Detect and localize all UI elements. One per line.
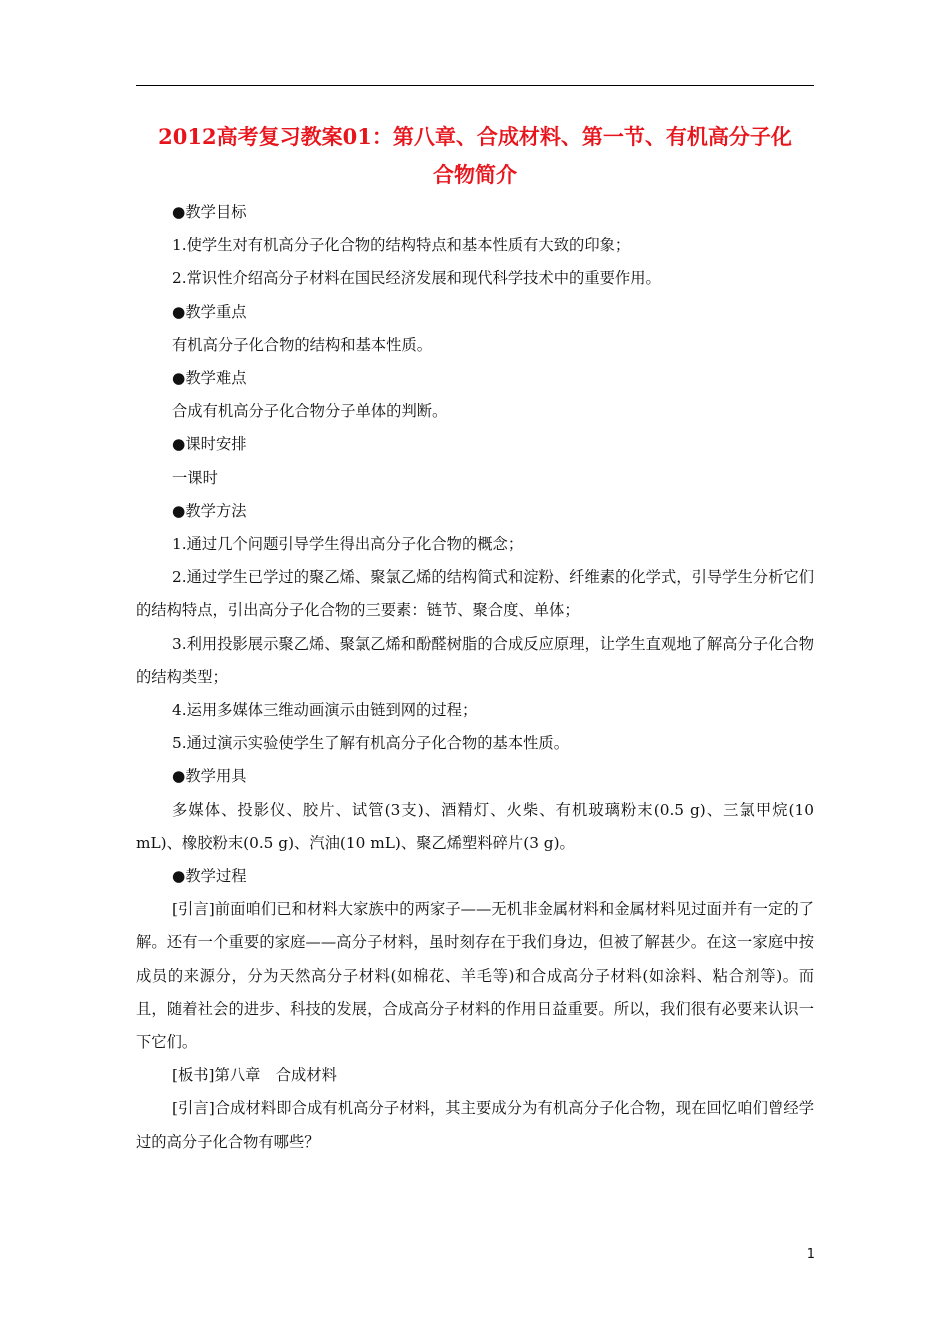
heading-schedule: ●课时安排: [172, 435, 247, 454]
heading-difficulties: ●教学难点: [172, 369, 247, 388]
board-note: [板书]第八章 合成材料: [172, 1066, 337, 1085]
schedule-text: 一课时: [172, 468, 218, 487]
method-item-3: 3.利用投影展示聚乙烯、聚氯乙烯和酚醛树脂的合成反应原理，让学生直观地了解高分子化合物的结构类型；: [136, 634, 814, 686]
title-line-2: 合物简介: [433, 162, 517, 187]
intro-paragraph-2: [引言]合成材料即合成有机高分子材料，其主要成分为有机高分子化合物，现在回忆咱们曾经学过的高分子化合物有哪些？: [136, 1099, 814, 1151]
goal-item-2: 2.常识性介绍高分子材料在国民经济发展和现代科学技术中的重要作用。: [172, 269, 661, 288]
method-item-1: 1.通过几个问题引导学生得出高分子化合物的概念；: [172, 535, 524, 554]
key-points-text: 有机高分子化合物的结构和基本性质。: [172, 335, 433, 354]
goal-item-1: 1.使学生对有机高分子化合物的结构特点和基本性质有大致的印象；: [172, 236, 631, 255]
tools-text: 多媒体、投影仪、胶片、试管(3支)、酒精灯、火柴、有机玻璃粉末(0.5 g)、三氯甲烷(10 mL)、橡胶粉末(0.5 g)、汽油(10 mL)、聚乙烯塑料碎片(3 g)。: [136, 800, 814, 852]
heading-tools: ●教学用具: [172, 767, 247, 786]
heading-process: ●教学过程: [172, 867, 247, 886]
heading-teaching-goals: ●教学目标: [172, 203, 247, 221]
header-rule: [136, 85, 814, 86]
method-item-4: 4.运用多媒体三维动画演示由链到网的过程；: [172, 701, 478, 720]
intro-paragraph: [引言]前面咱们已和材料大家族中的两家子——无机非金属材料和金属材料见过面并有一定的了解。还有一个重要的家庭——高分子材料，虽时刻存在于我们身边，但被了解甚少。在这一家庭中按成员的来源分，分为天然高分子材料(如棉花、羊毛等)和合成高分子材料(如涂料、粘合剂等)。而且，随着社会的进步、科技的发展，合成高分子材料的作用日益重要。所以，我们很有必要来认识一下它们。: [136, 900, 814, 1052]
heading-methods: ●教学方法: [172, 501, 247, 520]
page-number: 1: [806, 1247, 815, 1262]
heading-key-points: ●教学重点: [172, 302, 247, 321]
method-item-2: 2.通过学生已学过的聚乙烯、聚氯乙烯的结构简式和淀粉、纤维素的化学式，引导学生分析它们的结构特点，引出高分子化合物的三要素：链节、聚合度、单体；: [136, 568, 814, 620]
document-title: [136, 118, 814, 194]
document-body: [136, 196, 814, 1159]
title-line-1: 2012高考复习教案01：第八章、合成材料、第一节、有机高分子化: [158, 124, 792, 149]
method-item-5: 5.通过演示实验使学生了解有机高分子化合物的基本性质。: [172, 734, 570, 753]
difficulties-text: 合成有机高分子化合物分子单体的判断。: [172, 402, 448, 421]
